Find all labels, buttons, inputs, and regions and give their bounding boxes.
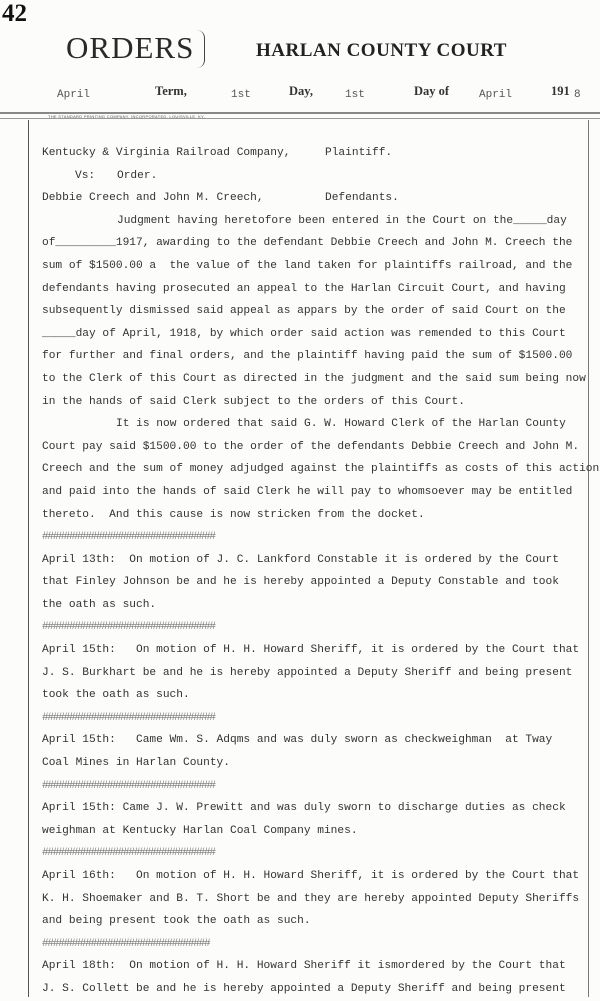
text-line: Court pay said $1500.00 to the order of the defendants Debbie Creech and John M. (42, 440, 580, 453)
text-line: April 18th: On motion of H. H. Howard Sheriff it ismordered by the Court that (42, 960, 566, 973)
text-line: April 16th: On motion of H. H. Howard Sheriff, it is ordered by the Court that (42, 870, 580, 882)
printer-imprint: THE STANDARD PRINTING COMPANY, INCORPORATED, LOUISVILLE, KY. (48, 114, 205, 119)
ledger-title: ORDERS (66, 30, 195, 65)
text-line: defendants having prosecuted an appeal to the Harlan Circuit Court, and having (42, 282, 566, 295)
entry-separator: ################################ (42, 779, 215, 792)
caption-defendant (42, 187, 600, 210)
defendant-name: Debbie Creech and John M. Creech, (42, 192, 264, 205)
year-label: 191 (551, 84, 570, 98)
text-line: J. S. Burkhart be and he is hereby appointed a Deputy Sheriff and being present (42, 666, 573, 679)
day-of-value: 1st (345, 89, 365, 101)
text-line: Coal Mines in Harlan County. (42, 757, 230, 770)
court-name: HARLAN COUNTY COURT (256, 40, 507, 61)
entry-separator: ################################ (42, 531, 215, 544)
term-label: Term, (155, 84, 187, 98)
term-value: April (57, 89, 91, 101)
plaintiff-role: Plaintiff. (325, 147, 393, 159)
entry-separator: ################################ (42, 621, 215, 634)
text-line: weighman at Kentucky Harlan Coal Company mines. (42, 824, 358, 837)
text-line: April 15th: Came J. W. Prewitt and was duly sworn to discharge duties as check (42, 802, 566, 815)
text-line: of_________1917, awarding to the defendant Debbie Creech and John M. Creech the (42, 237, 573, 250)
defendant-role: Defendants. (325, 192, 399, 205)
text-line: subsequently dismissed said appeal as appars by the order of said Court on the (42, 305, 566, 318)
left-margin-line (28, 120, 29, 997)
order-label: Order. (117, 169, 158, 182)
entry-separator: ################################ (42, 711, 215, 724)
text-line: sum of $1500.00 a the value of the land taken for plaintiffs railroad, and the (42, 259, 573, 272)
text-line: It is now ordered that said G. W. Howard Clerk of the Harlan County (116, 418, 566, 431)
text-line: to the Clerk of this Court as directed in the judgment and the said sum being now (42, 372, 586, 385)
title-brace (196, 30, 205, 68)
header-rule-thin (0, 118, 600, 119)
day-value: 1st (231, 89, 251, 101)
text-line: April 13th: On motion of J. C. Lankford Constable it is ordered by the Court (42, 553, 559, 566)
text-line: took the oath as such. (42, 689, 190, 702)
order-text (42, 142, 600, 1001)
year-digit: 8 (574, 89, 581, 101)
text-line: that Finley Johnson be and he is hereby appointed a Deputy Constable and took (42, 576, 559, 589)
text-line: and paid into the hands of said Clerk he will pay to whomsoever may be entitled (42, 485, 573, 498)
text-line: thereto. And this cause is now stricken from the docket. (42, 508, 425, 521)
text-line: and being present took the oath as such. (42, 915, 311, 928)
caption-vs (42, 165, 600, 188)
text-line: April 15th: On motion of H. H. Howard Sheriff, it is ordered by the Court that (42, 644, 580, 657)
text-line: J. S. Collett be and he is hereby appointed a Deputy Sheriff and being present (42, 982, 566, 995)
text-line: April 15th: Came Wm. S. Adqms and was duly sworn as checkweighman at Tway (42, 734, 553, 747)
day-label: Day, (289, 84, 313, 98)
month-value: April (479, 89, 513, 101)
page-number: 42 (2, 0, 27, 27)
plaintiff-name: Kentucky & Virginia Railroad Company, (42, 147, 291, 159)
entry-separator: ################################ (42, 847, 215, 860)
text-line: K. H. Shoemaker and B. T. Short be and they are hereby appointed Deputy Sheriffs (42, 892, 580, 905)
text-line: _____day of April, 1918, by which order said action was remended to this Court (42, 327, 566, 340)
vs-label: Vs: (75, 169, 96, 182)
text-line: Judgment having heretofore been entered in the Court on the_____day (117, 214, 567, 227)
entry-separator: ############################### (42, 937, 210, 950)
text-line: the oath as such. (42, 598, 157, 611)
text-line: for further and final orders, and the plaintiff having paid the sum of $1500.00 (42, 350, 573, 363)
caption-plaintiff (42, 142, 600, 165)
text-line: in the hands of said Clerk subject to the orders of this Court. (42, 395, 465, 408)
day-of-label: Day of (414, 84, 450, 98)
text-line: Creech and the sum of money adjudged against the plaintiffs as costs of this action (42, 463, 600, 476)
